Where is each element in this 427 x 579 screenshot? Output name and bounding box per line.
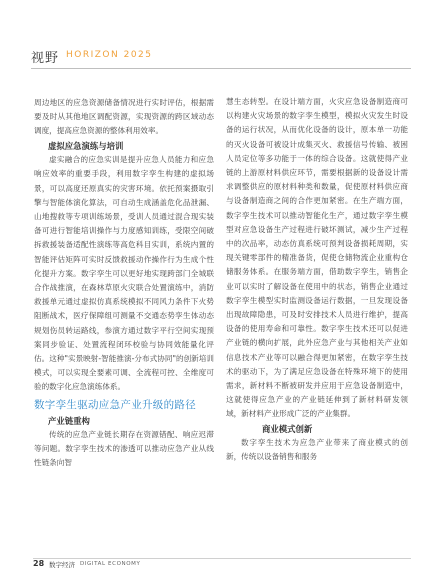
magazine-name-en: DIGITAL ECONOMY xyxy=(80,561,141,567)
paragraph: 虚实融合的应急实训是提升应急人员能力和应急响应效率的重要手段，利用数字孪生构建的虚拟场景，可以高度还原真实的灾害环境。依托预案摄取引擎与智能体演化算法，可自动生成涵盖危化品泄漏、山地搜救等专项训练场景，受训人员通过混合现实装备可进行智能培训操作与力度感知训练，受限空间破拆救援装备适配性演练等高危科目实训，系统内置的智能评估矩阵可实时反馈救援动作操作行为生成个性化提升方案。数字孪生可以更好地实现跨部门全城联合作战推演，在森林草原火灾联合处置演练中，消防救援单元通过虚拟仿真系统模拟不同风力条件下火势阻断战术，医疗保障组可测量不交通态势孪生体动态规划伤员转运路线，参演方通过数字平行空间实现预案同步验证、处置流程闭环校验与协同效能量化评估。这种"实景映射-智能推演-分布式协同"的创新培训模式，可以实现全要素可调、全流程可控、全维度可验的数字化应急演练体系。 xyxy=(34,155,214,392)
paragraph: 慧生态转型。在设计端方面，火灾应急设备制造商可以构建火灾场景的数字孪生模型，模拟火灾发生时设备的运行状况，从而优化设备的设计，原本单一功能的灭火设备可被设计成集灭火、救援信号传输、被困人员定位等多功能于一体的综合设备。这就使得产业链的上游原材料供应环节，需要根据新的设备设计需求调整供应的原材料种类和数量，促使原材料供应商与设备制造商之间的合作更加紧密。在生产端方面，数字孪生技术可以推动智能化生产，通过数字孪生模型对应急设备生产过程进行破坏测试，减少生产过程中的次品率，动态仿真系统可预判设备损耗周期，实现关键零部件的精准备货，促使仓储物流企业重构仓储服务体系。在服务端方面，借助数字孪生，销售企业可以实时了解设备在使用中的状态，销售企业通过数字孪生模型实时监测设备运行数据，一旦发现设备出现故障隐患，可及时安排技术人员进行维护，提高设备的使用寿命和可靠性。数字孪生技术还可以促进产业链的横向扩展，此外应急产业与其他相关产业如信息技术产业等可以融合得更加紧密，在数字孪生技术的驱动下，为了满足应急设备在特殊环境下的使用需求，新材料不断被研发并应用于应急设备制造中，这就使得应急产业的产业链延伸到了新材料研发领域，新材料产业形成广泛的产业集群。 xyxy=(226,97,408,419)
subsection-heading: 虚拟应急演练与培训 xyxy=(48,140,124,151)
section-title: 视野 xyxy=(31,51,60,66)
subsection-heading: 产业链重构 xyxy=(48,415,90,426)
header-divider xyxy=(31,68,411,69)
subsection-heading: 商业模式创新 xyxy=(262,423,313,434)
left-column xyxy=(34,96,214,471)
page-footer xyxy=(0,558,427,579)
paragraph: 数字孪生技术为应急产业带来了商业模式的创新，传统以设备销售和服务 xyxy=(226,438,408,462)
paragraph: 周边地区的应急资源储备情况进行实时评估，根据需要及时从其他地区调配资源，实现资源的跨区域动态调度，提高应急资源的整体利用效率。 xyxy=(34,98,214,136)
footer-divider xyxy=(33,558,411,559)
magazine-name: 数字经济 xyxy=(49,561,75,569)
paragraph: 传统的应急产业链长期存在资源错配、响应迟滞等问题。数字孪生技术的渗透可以推动应急产业从线性链条向智 xyxy=(34,430,214,468)
section-subtitle: HORIZON 2025 xyxy=(66,50,153,60)
section-heading: 数字孪生驱动应急产业升级的路径 xyxy=(34,398,196,411)
page-number: 28 xyxy=(33,559,45,568)
page-header xyxy=(0,0,427,72)
right-column xyxy=(226,95,408,465)
